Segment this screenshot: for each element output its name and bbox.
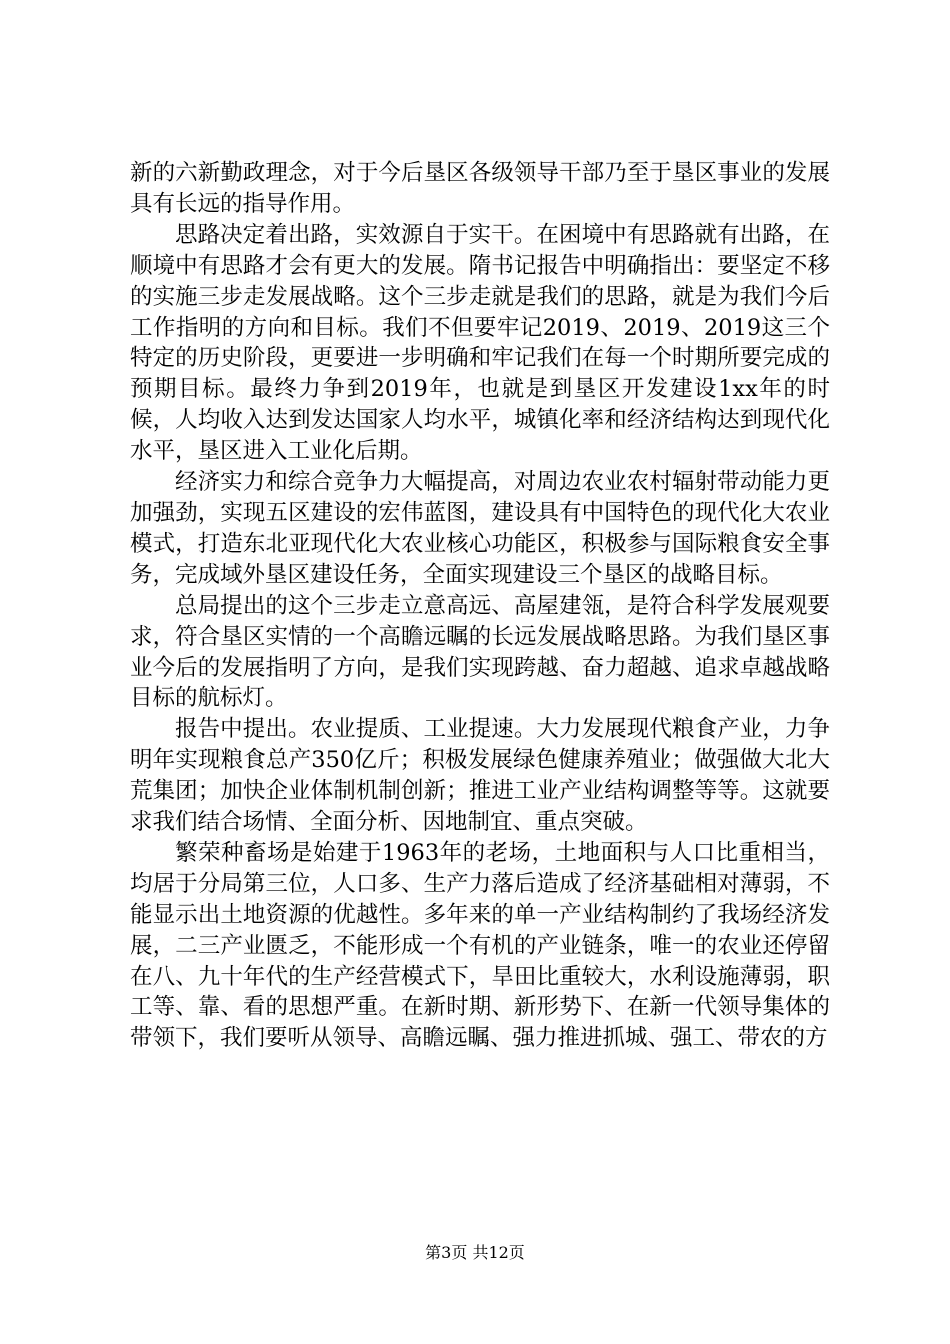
paragraph-1: 新的六新勤政理念，对于今后垦区各级领导干部乃至于垦区事业的发展具有长远的指导作用。 (130, 160, 830, 217)
paragraph-6: 繁荣种畜场是始建于1963年的老场，土地面积与人口比重相当，均居于分局第三位，人口多、生产力落后造成了经济基础相对薄弱，不能显示出土地资源的优越性。多年来的单一产业结构制约了我场经济发展，二三产业匮乏，不能形成一个有机的产业链条，唯一的农业还停留在八、九十年代的生产经营模式下，旱田比重较大，水利设施薄弱，职工等、靠、看的思想严重。在新时期、新形势下、在新一代领导集体的带领下，我们要听从领导、高瞻远瞩、强力推进抓城、强工、带农的方 (130, 839, 830, 1052)
paragraph-2: 思路决定着出路，实效源自于实干。在困境中有思路就有出路，在顺境中有思路才会有更大的发展。隋书记报告中明确指出：要坚定不移的实施三步走发展战略。这个三步走就是我们的思路，就是为我们今后工作指明的方向和目标。我们不但要牢记2019、2019、2019这三个特定的历史阶段，更要进一步明确和牢记我们在每一个时期所要完成的预期目标。最终力争到2019年，也就是到垦区开发建设1xx年的时候，人均收入达到发达国家人均水平，城镇化率和经济结构达到现代化水平，垦区进入工业化后期。 (130, 221, 830, 465)
paragraph-3: 经济实力和综合竞争力大幅提高，对周边农业农村辐射带动能力更加强劲，实现五区建设的宏伟蓝图，建设具有中国特色的现代化大农业模式，打造东北亚现代化大农业核心功能区，积极参与国际粮食安全事务，完成域外垦区建设任务，全面实现建设三个垦区的战略目标。 (130, 469, 830, 588)
paragraph-4: 总局提出的这个三步走立意高远、高屋建瓴，是符合科学发展观要求，符合垦区实情的一个高瞻远瞩的长远发展战略思路。为我们垦区事业今后的发展指明了方向，是我们实现跨越、奋力超越、追求卓越战略目标的航标灯。 (130, 592, 830, 712)
page-footer: 第3页 共12页 (425, 1243, 525, 1262)
paragraph-5: 报告中提出。农业提质、工业提速。大力发展现代粮食产业，力争明年实现粮食总产350亿斤；积极发展绿色健康养殖业；做强做大北大荒集团；加快企业体制机制创新；推进工业产业结构调整等等。这就要求我们结合场情、全面分析、因地制宜、重点突破。 (130, 716, 830, 836)
document-body (130, 158, 830, 1054)
